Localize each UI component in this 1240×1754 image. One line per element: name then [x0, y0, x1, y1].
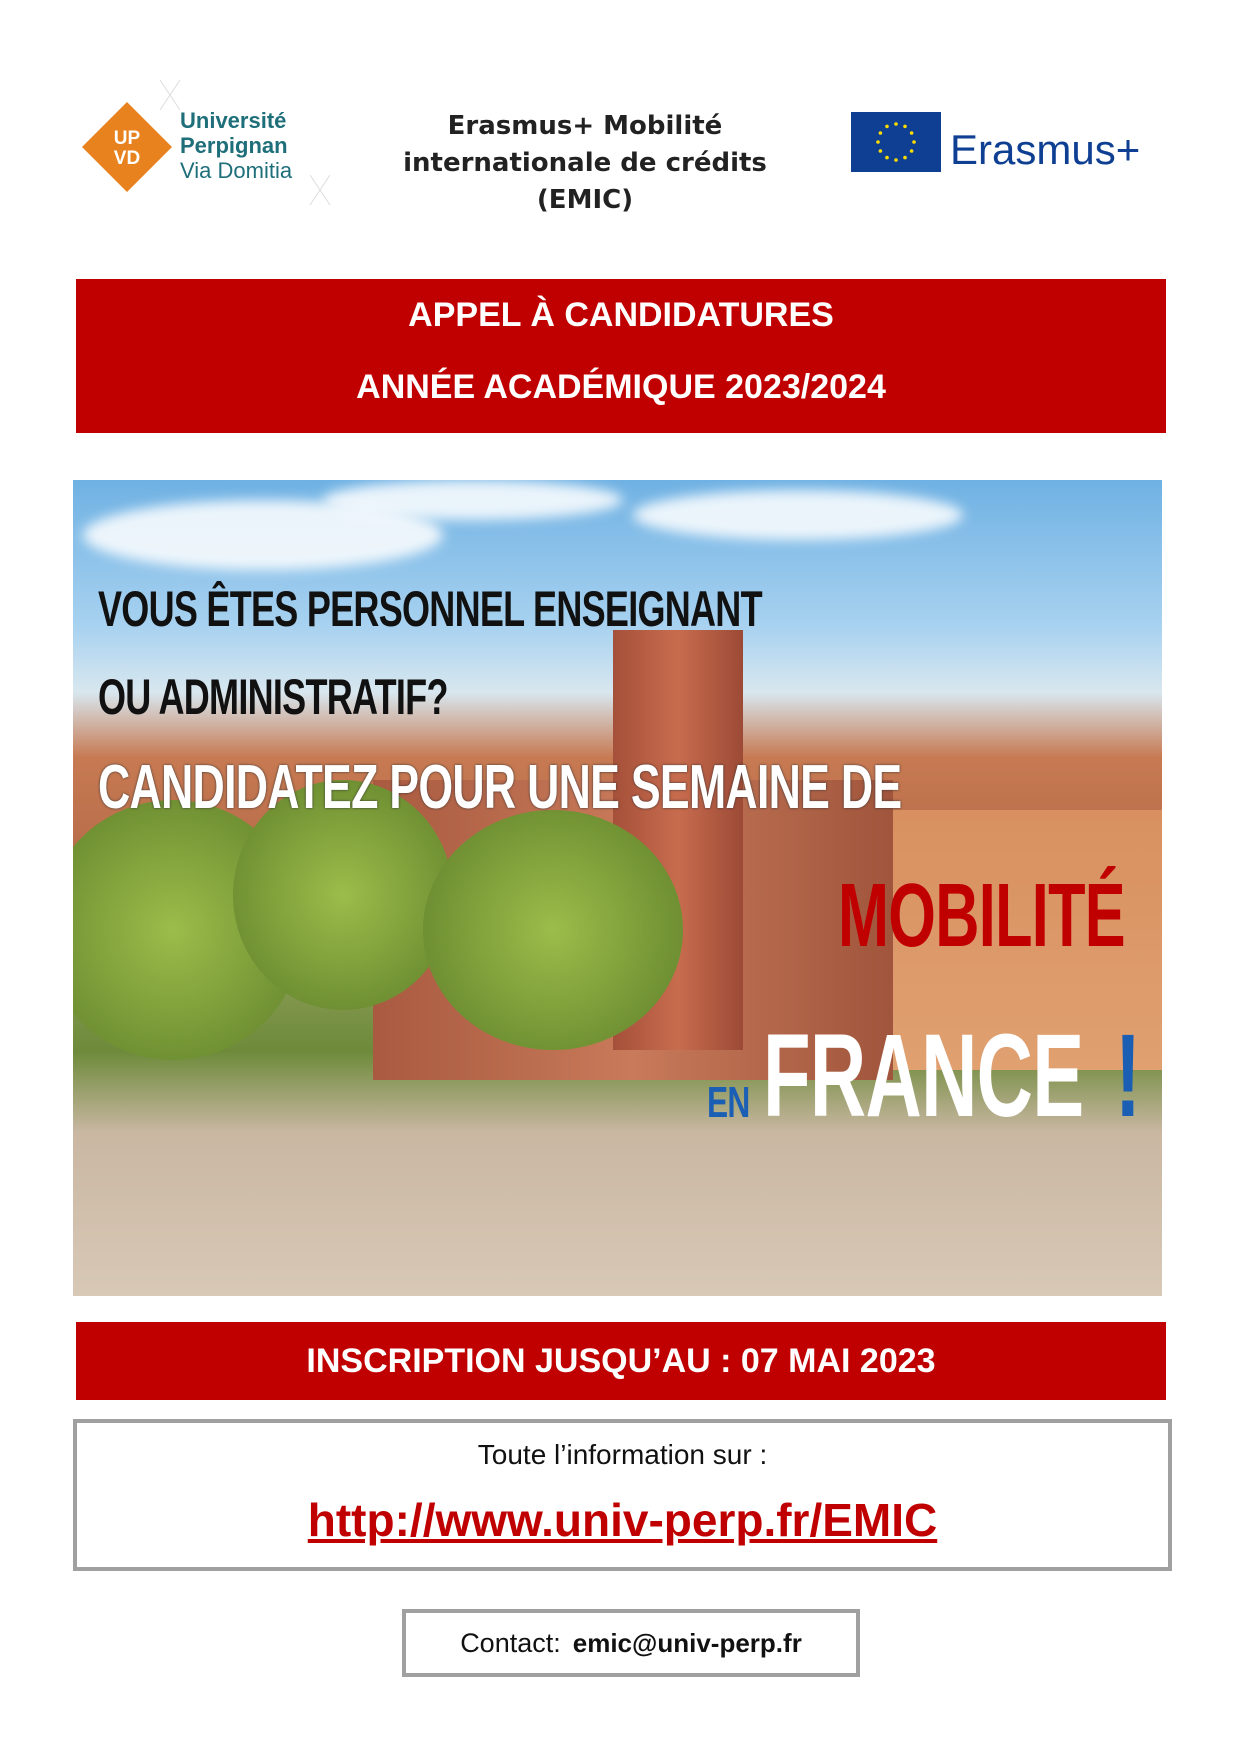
- hero-mobility: MOBILITÉ: [838, 866, 1125, 966]
- contact-box: [402, 1609, 860, 1677]
- contact-label: Contact:: [460, 1628, 561, 1658]
- hero-en: EN: [707, 1078, 750, 1127]
- contact-email[interactable]: emic@univ-perp.fr: [572, 1628, 802, 1658]
- hero-exclaim: !: [1115, 1010, 1141, 1142]
- hero-line1: VOUS ÊTES PERSONNEL ENSEIGNANT: [98, 581, 762, 637]
- hero-photo: [73, 480, 1162, 1296]
- call-title: APPEL À CANDIDATURES: [408, 296, 834, 334]
- title-line: internationale de crédits: [403, 148, 767, 178]
- info-box: [73, 1419, 1172, 1571]
- svg-text:UP: UP: [113, 128, 141, 149]
- university-line1: Université: [180, 108, 287, 133]
- hero-france: FRANCE: [763, 1010, 1084, 1142]
- university-line2: Perpignan: [180, 133, 288, 158]
- info-link[interactable]: http://www.univ-perp.fr/EMIC: [307, 1494, 938, 1546]
- hero-line3: CANDIDATEZ POUR UNE SEMAINE DE: [98, 753, 902, 822]
- svg-text:VD: VD: [113, 148, 141, 169]
- university-line3: Via Domitia: [180, 158, 293, 183]
- title-line: (EMIC): [536, 185, 634, 215]
- deadline-banner: INSCRIPTION JUSQU’AU : 07 MAI 2023: [76, 1322, 1166, 1400]
- academic-year: ANNÉE ACADÉMIQUE 2023/2024: [356, 368, 886, 406]
- university-name: [180, 108, 292, 183]
- hero-line2: OU ADMINISTRATIF?: [98, 669, 448, 725]
- info-label: Toute l’information sur :: [477, 1439, 768, 1470]
- document-title: [370, 108, 800, 219]
- title-line: Erasmus+ Mobilité: [447, 111, 723, 141]
- call-banner: [76, 279, 1166, 433]
- erasmus-logo-text: Erasmus+: [950, 126, 1141, 173]
- eu-flag-icon: [851, 112, 941, 172]
